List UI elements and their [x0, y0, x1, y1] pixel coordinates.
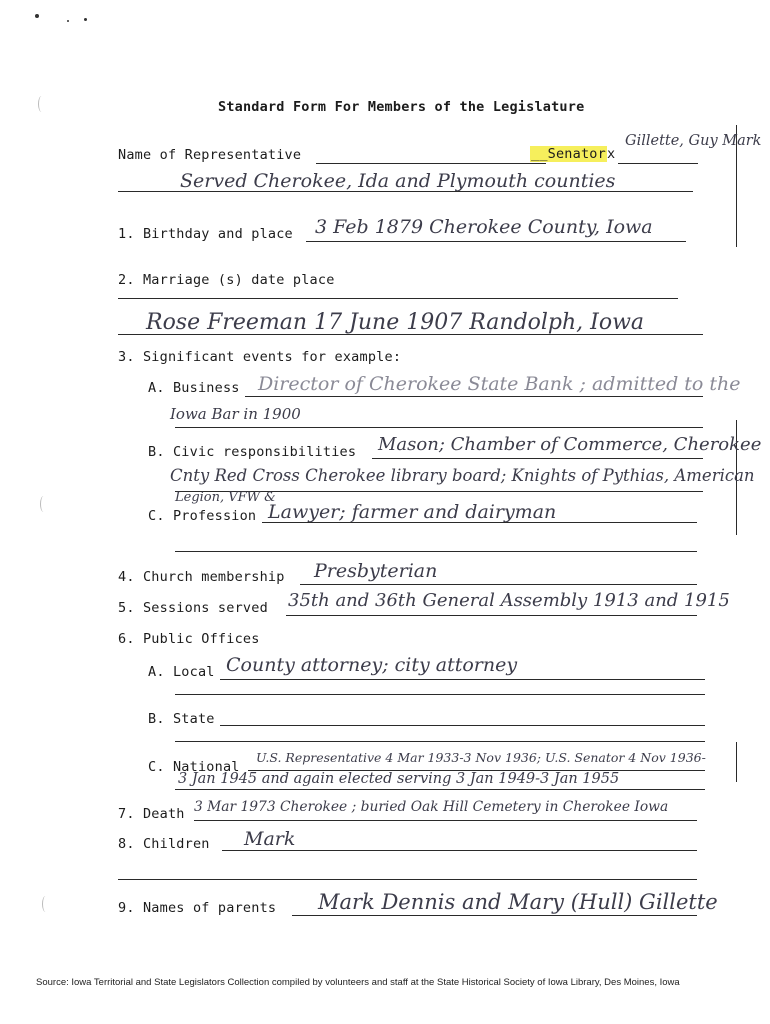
children-line-1 — [222, 850, 697, 851]
local-label: A. Local — [148, 664, 215, 680]
punch-hole-mark — [40, 496, 47, 512]
sessions-label: 5. Sessions served — [118, 600, 268, 616]
business-label: A. Business — [148, 380, 240, 396]
business-line-2 — [175, 427, 703, 428]
state-line-2 — [175, 741, 705, 742]
national-label: C. National — [148, 759, 240, 775]
punch-hole-mark — [38, 96, 45, 112]
profession-line-2 — [175, 551, 697, 552]
state-label: B. State — [148, 711, 215, 727]
sessions-value: 35th and 36th General Assembly 1913 and 1915 — [288, 590, 730, 611]
death-value: 3 Mar 1973 Cherokee ; buried Oak Hill Cemetery in Cherokee Iowa — [194, 799, 669, 815]
parents-label: 9. Names of parents — [118, 900, 277, 916]
national-value-2: 3 Jan 1945 and again elected serving 3 Jan 1949-3 Jan 1955 — [178, 771, 620, 787]
national-line-2 — [175, 789, 705, 790]
name-line — [316, 163, 546, 164]
marriage-line-1 — [118, 298, 678, 299]
senator-checkmark: x — [606, 146, 616, 162]
civic-value-3: Legion, VFW & — [175, 490, 276, 505]
national-value-1: U.S. Representative 4 Mar 1933-3 Nov 1936; U.S. Senator 4 Nov 1936- — [256, 750, 706, 765]
source-note: Source: Iowa Territorial and State Legislators Collection compiled by volunteers and staff at the State Historical Society of Iowa Library, Des Moines, Iowa — [36, 977, 680, 988]
civic-line-1 — [372, 458, 703, 459]
children-value: Mark — [244, 828, 296, 850]
church-value: Presbyterian — [314, 560, 438, 582]
name-label: Name of Representative — [118, 147, 302, 163]
business-value-1: Director of Cherokee State Bank ; admitted to the — [258, 373, 741, 395]
state-line-1 — [220, 725, 705, 726]
local-line-1 — [220, 679, 705, 680]
offices-label: 6. Public Offices — [118, 631, 260, 647]
district-line — [118, 191, 693, 192]
scan-speck — [67, 20, 69, 22]
birthday-line — [306, 241, 686, 242]
marriage-label: 2. Marriage (s) date place — [118, 272, 335, 288]
sessions-line — [286, 615, 697, 616]
name-value-line — [618, 163, 698, 164]
children-label: 8. Children — [118, 836, 210, 852]
parents-value: Mark Dennis and Mary (Hull) Gillette — [318, 890, 718, 914]
senator-label: __Senatorx — [531, 146, 616, 162]
civic-value-2: Cnty Red Cross Cherokee library board; Knights of Pythias, American — [170, 466, 755, 485]
death-line — [194, 820, 697, 821]
children-line-2 — [118, 879, 697, 880]
death-label: 7. Death — [118, 806, 185, 822]
church-line — [300, 584, 697, 585]
civic-label: B. Civic responsibilities — [148, 444, 357, 460]
marriage-line-2 — [118, 334, 703, 335]
birthday-value: 3 Feb 1879 Cherokee County, Iowa — [315, 216, 653, 238]
profession-line-1 — [262, 522, 697, 523]
local-line-2 — [175, 694, 705, 695]
events-label: 3. Significant events for example: — [118, 349, 402, 365]
margin-bar — [736, 742, 737, 782]
scan-speck — [84, 18, 87, 21]
business-value-2: Iowa Bar in 1900 — [170, 405, 301, 423]
parents-line — [292, 915, 697, 916]
name-value: Gillette, Guy Mark — [625, 133, 762, 149]
birthday-label: 1. Birthday and place — [118, 226, 293, 242]
marriage-value: Rose Freeman 17 June 1907 Randolph, Iowa — [146, 310, 645, 335]
civic-value-1: Mason; Chamber of Commerce, Cherokee — [378, 434, 762, 455]
church-label: 4. Church membership — [118, 569, 285, 585]
district-value: Served Cherokee, Ida and Plymouth counties — [180, 170, 616, 192]
profession-label: C. Profession — [148, 508, 257, 524]
local-value: County attorney; city attorney — [226, 654, 518, 676]
profession-value: Lawyer; farmer and dairyman — [268, 501, 557, 523]
scan-speck — [35, 14, 39, 18]
business-line-1 — [245, 396, 703, 397]
punch-hole-mark — [42, 896, 49, 912]
form-title: Standard Form For Members of the Legislature — [218, 99, 585, 115]
